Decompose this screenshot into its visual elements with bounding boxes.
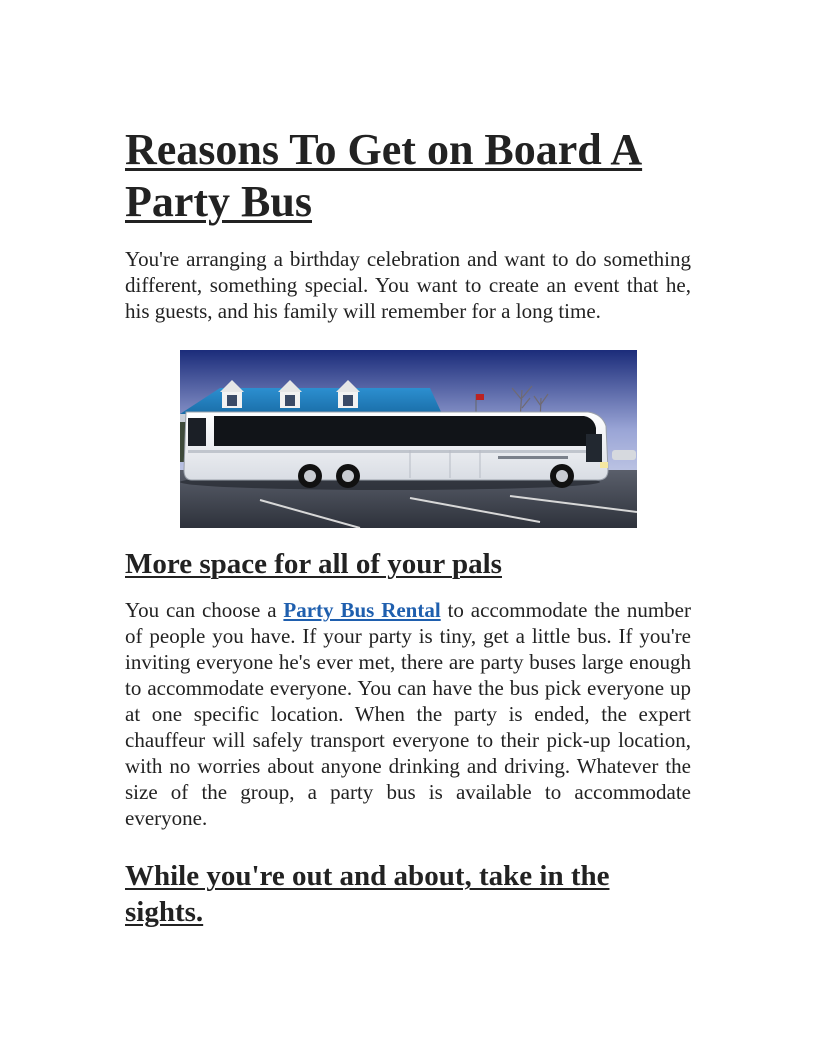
page-title: Reasons To Get on Board A Party Bus (125, 125, 643, 226)
party-bus-rental-link[interactable]: Party Bus Rental (283, 598, 441, 622)
section-heading-more-space: More space for all of your pals (125, 548, 502, 580)
intro-paragraph: You're arranging a birthday celebration and want to do something different, something special. You want to create an event that he, his guests, and his family will remember for a long time. (125, 247, 691, 323)
paragraph-text: You can choose a (125, 598, 284, 622)
section-paragraph-more-space (125, 597, 691, 831)
party-bus-photo (180, 350, 637, 528)
paragraph-text: to accommodate the number of people you have. If your party is tiny, get a little bus. If you're inviting everyone he's ever met, there are party buses large enough to accommodate everyone. You can have the bus pick everyone up at one specific location. When the party is ended, the expert chauffeur will safely transport everyone to their pick-up location, with no worries about anyone drinking and driving. Whatever the size of the group, a party bus is available to accommodate everyone. (125, 598, 691, 830)
section-heading-sights: While you're out and about, take in the sights. (125, 860, 610, 928)
